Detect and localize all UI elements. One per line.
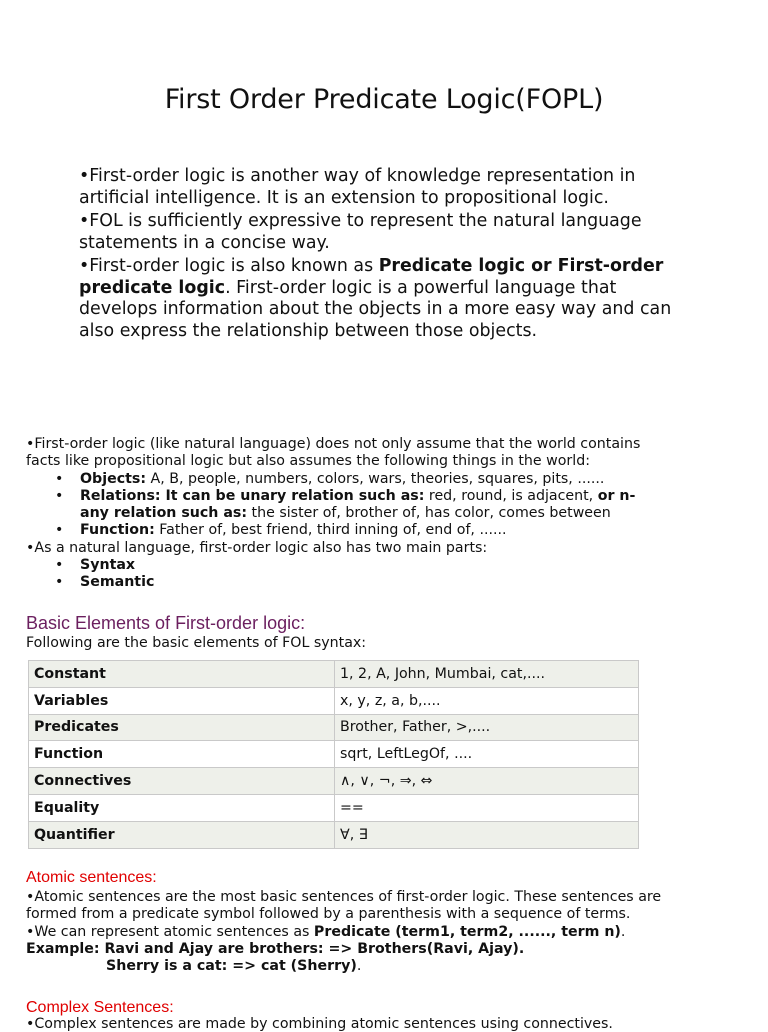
- table-row: [29, 714, 639, 741]
- table-row: [29, 768, 639, 795]
- element-value: ∀, ∃: [335, 821, 639, 848]
- element-name: Predicates: [29, 714, 335, 741]
- intro-bullet-list: [79, 166, 699, 344]
- element-name: Quantifier: [29, 821, 335, 848]
- element-name: Variables: [29, 687, 335, 714]
- element-value: ∧, ∨, ¬, ⇒, ⇔: [335, 768, 639, 795]
- intro-bullet: •First-order logic is also known as Predicate logic or First-order predicate logic. First-order logic is a powerful language that develops information about the objects in a more easy way and can also express the relationship between those objects.: [79, 256, 672, 341]
- intro-bullet: •FOL is sufficiently expressive to represent the natural language statements in a concise way.: [79, 211, 642, 253]
- list-item: • Function: Father of, best friend, third inning of, end of, ......: [55, 522, 507, 539]
- element-value: Brother, Father, >,....: [335, 714, 639, 741]
- table-row: [29, 687, 639, 714]
- list-item: • Objects: A, B, people, numbers, colors, wars, theories, squares, pits, ......: [55, 470, 605, 487]
- basic-elements-heading: Basic Elements of First-order logic:: [26, 613, 306, 633]
- list-item: • Relations: It can be unary relation such as: red, round, is adjacent, or n-any relation such as: the sister of, brother of, has color, comes between: [55, 487, 636, 522]
- atomic-example: Example: Ravi and Ajay are brothers: => Brothers(Ravi, Ajay).: [26, 940, 525, 957]
- parts-lead: •As a natural language, first-order logic also has two main parts:: [26, 539, 488, 556]
- intro-bullet: •First-order logic is another way of knowledge representation in artificial intelligence. It is an extension to propositional logic.: [79, 166, 636, 208]
- basic-elements-subtitle: Following are the basic elements of FOL syntax:: [26, 635, 367, 651]
- table-row: [29, 794, 639, 821]
- element-value: ==: [335, 794, 639, 821]
- element-value: sqrt, LeftLegOf, ....: [335, 741, 639, 768]
- assumptions-list: [26, 471, 656, 540]
- element-value: 1, 2, A, John, Mumbai, cat,....: [335, 661, 639, 688]
- atomic-representation: •We can represent atomic sentences as Predicate (term1, term2, ......, term n).: [26, 923, 626, 940]
- element-value: x, y, z, a, b,....: [335, 687, 639, 714]
- table-row: [29, 741, 639, 768]
- complex-sentences-text: •Complex sentences are made by combining atomic sentences using connectives.: [26, 1016, 613, 1032]
- page-title: First Order Predicate Logic(FOPL): [164, 84, 604, 115]
- atomic-sentences-section: [26, 889, 666, 975]
- element-name: Constant: [29, 661, 335, 688]
- atomic-sentences-heading: Atomic sentences:: [26, 869, 157, 886]
- fol-elements-table: [28, 660, 639, 849]
- assumptions-lead: •First-order logic (like natural language) does not only assume that the world contains facts like propositional logic but also assumes the following things in the world:: [26, 436, 641, 470]
- list-item: • Syntax: [55, 557, 136, 574]
- assumptions-section: [26, 436, 656, 592]
- atomic-example-2: Sherry is a cat: => cat (Sherry).: [106, 958, 362, 975]
- parts-list: [26, 557, 656, 592]
- atomic-paragraph: •Atomic sentences are the most basic sentences of first-order logic. These sentences are formed from a predicate symbol followed by a parenthesis with a sequence of terms.: [26, 889, 662, 923]
- element-name: Equality: [29, 794, 335, 821]
- table-row: [29, 821, 639, 848]
- complex-sentences-heading: Complex Sentences:: [26, 999, 174, 1016]
- table-row: [29, 661, 639, 688]
- element-name: Connectives: [29, 768, 335, 795]
- element-name: Function: [29, 741, 335, 768]
- list-item: • Semantic: [55, 574, 155, 591]
